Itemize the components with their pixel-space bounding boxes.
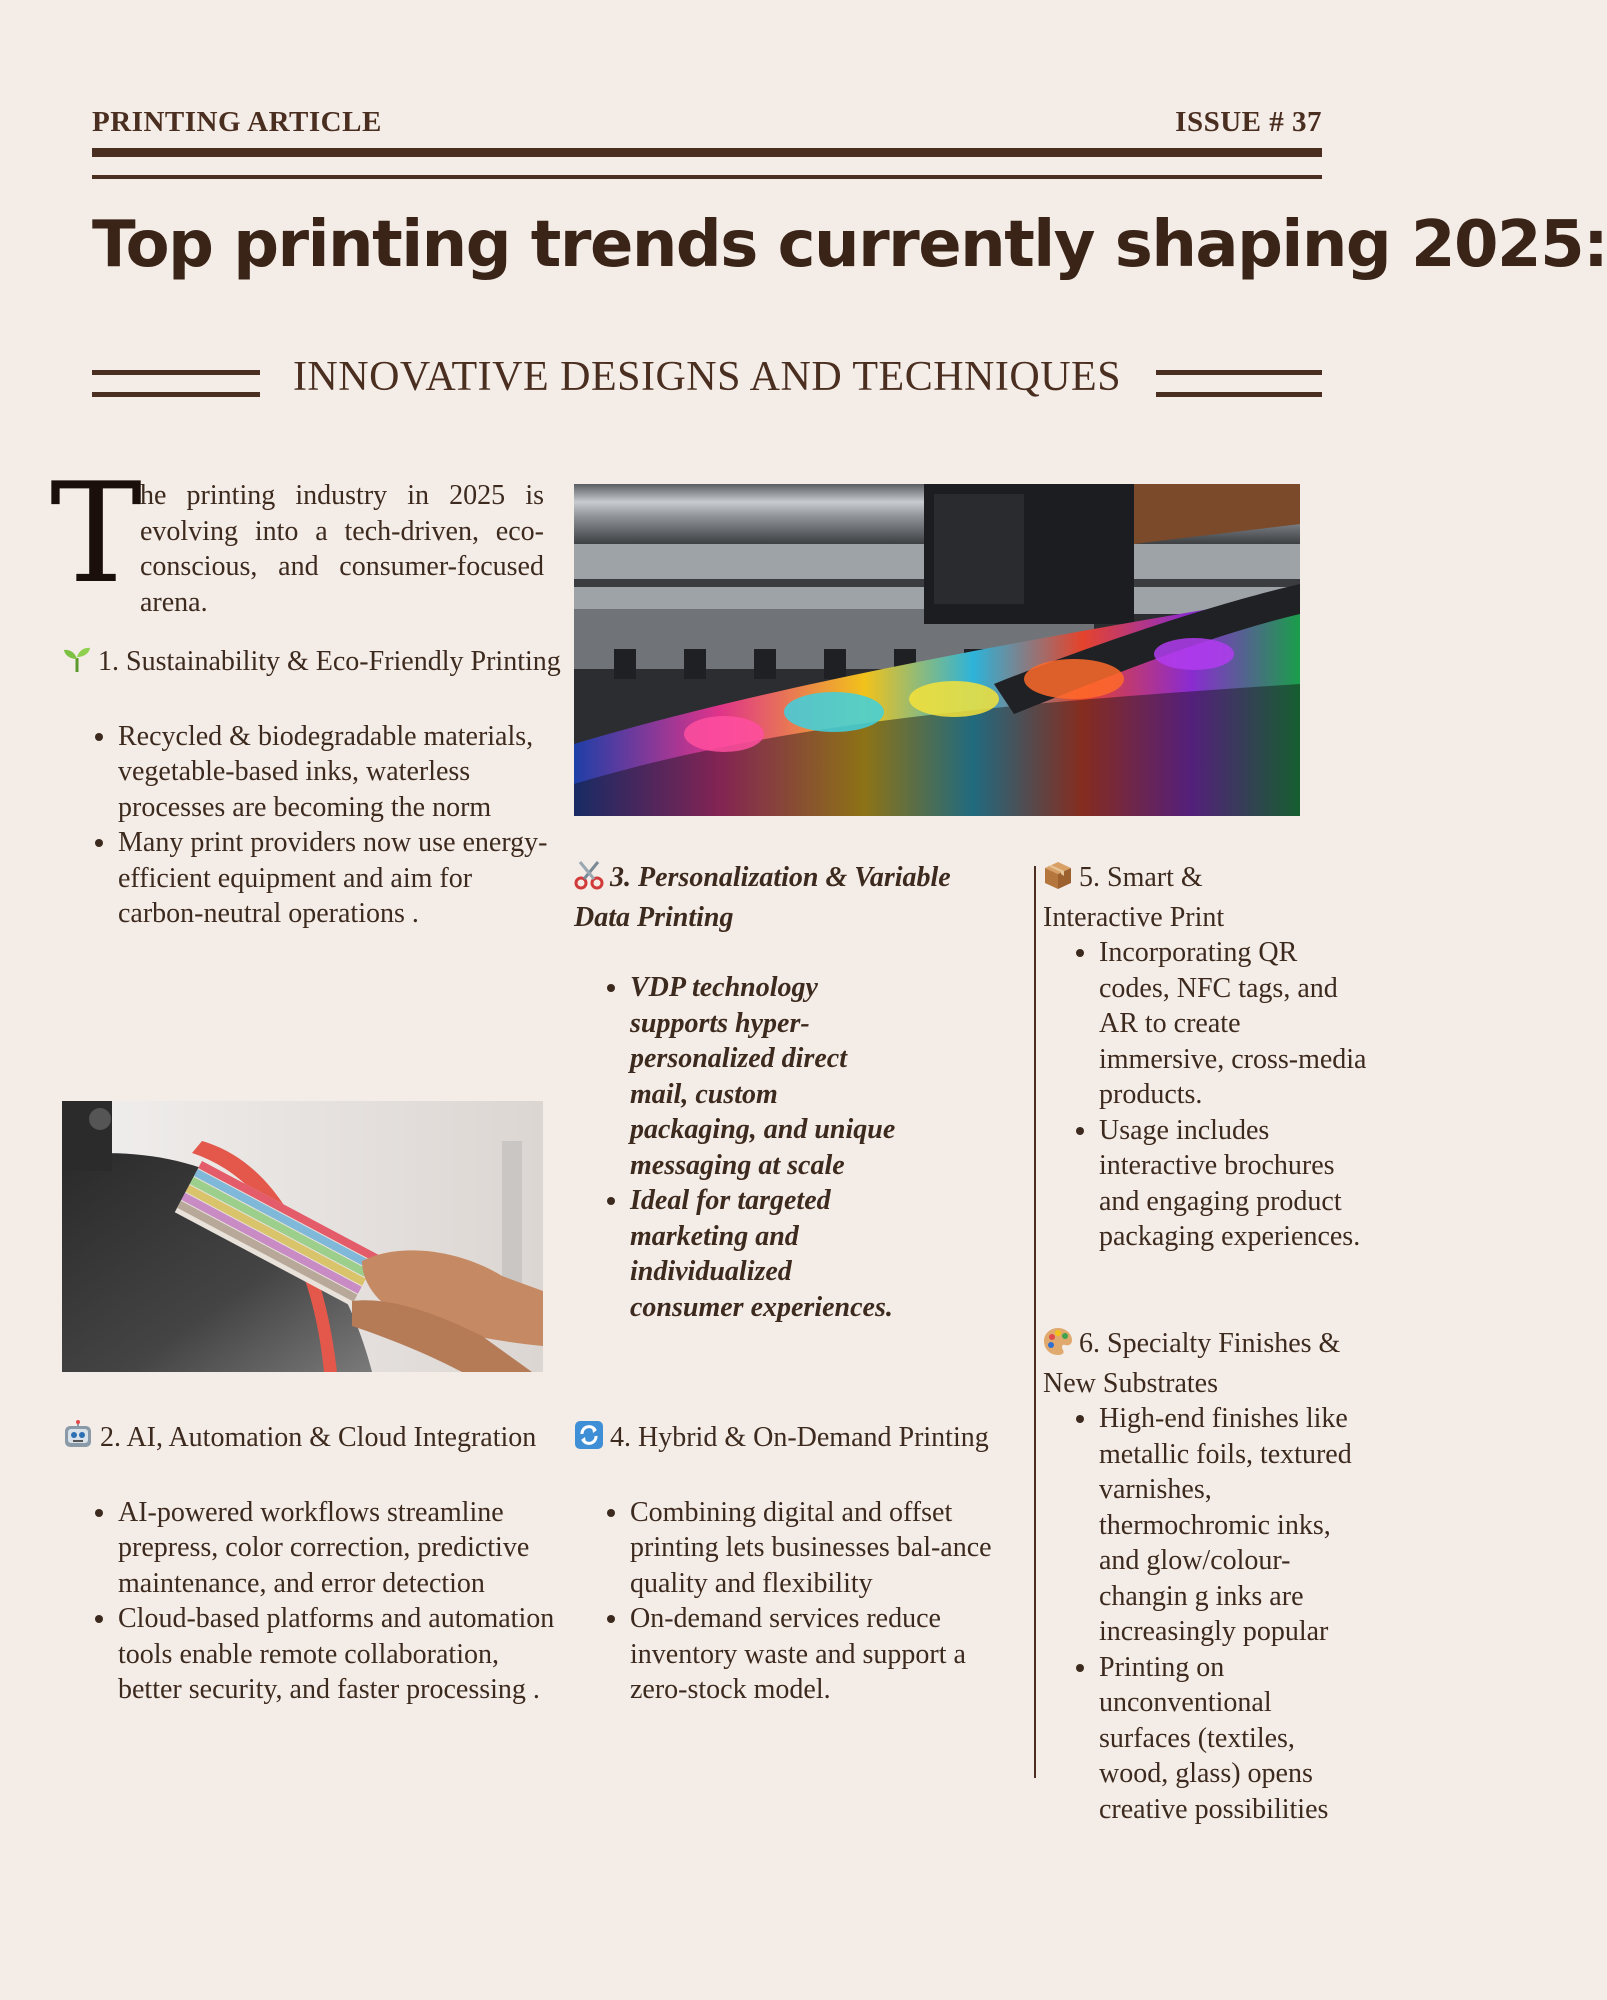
- robot-icon: [62, 1420, 94, 1460]
- list-item: • Ideal for targeted marketing and individualized consumer experiences.: [630, 1183, 910, 1325]
- subtitle-bar-right-bottom: [1156, 392, 1322, 397]
- scissors-icon: [574, 860, 604, 900]
- list-item: • High-end finishes like metallic foils, textured varnishes, thermochromic inks, and glow/colour-changin g inks are increasingly popular: [1099, 1401, 1369, 1650]
- section-heading: 3. Personalization & Variable Data Printing: [574, 862, 951, 933]
- bullet-list: [62, 719, 562, 932]
- article-title: Top printing trends currently shaping 2025:: [92, 208, 1607, 282]
- subtitle-bar-left-bottom: [92, 392, 260, 397]
- subtitle-bar-left-top: [92, 370, 260, 375]
- header-label: PRINTING ARTICLE: [92, 106, 382, 138]
- section-heading: 4. Hybrid & On-Demand Printing: [574, 1420, 1014, 1460]
- bullet-list: [62, 1495, 562, 1708]
- column-divider: [1034, 866, 1036, 1778]
- list-item: • AI-powered workflows streamline prepress, color correction, predictive maintenance, and error detection: [118, 1495, 562, 1602]
- list-item: • Recycled & biodegradable materials, vegetable-based inks, waterless processes are becoming the norm: [118, 719, 562, 826]
- section-personalization: [574, 860, 954, 1325]
- list-item: • Combining digital and offset printing lets businesses bal-ance quality and flexibility: [630, 1495, 1014, 1602]
- section-hybrid: [574, 1420, 1014, 1708]
- package-icon: [1043, 860, 1073, 900]
- header-rule-thick: [92, 148, 1322, 157]
- section-specialty-finishes: [1043, 1326, 1383, 1827]
- list-item: • Usage includes interactive brochures and engaging product packaging experiences.: [1099, 1113, 1369, 1255]
- seedling-icon: [62, 644, 92, 684]
- drop-cap: T: [50, 453, 143, 614]
- list-item: • Printing on unconventional surfaces (textiles, wood, glass) opens creative possibilities: [1099, 1650, 1369, 1828]
- subtitle-bar-right-top: [1156, 370, 1322, 375]
- bullet-list: [574, 1495, 1014, 1708]
- bullet-list: [1043, 935, 1369, 1255]
- color-swatch-photo: [62, 1101, 543, 1372]
- section-heading: 5. Smart & Interactive Print: [1043, 862, 1225, 933]
- section-heading: 6. Specialty Finishes & New Substrates: [1043, 1328, 1341, 1399]
- printer-photo: [574, 484, 1300, 816]
- bullet-list: [1043, 1401, 1369, 1827]
- section-heading: 2. AI, Automation & Cloud Integration: [62, 1420, 562, 1460]
- palette-icon: [1043, 1326, 1073, 1366]
- list-item: • Incorporating QR codes, NFC tags, and AR to create immersive, cross-media products.: [1099, 935, 1369, 1113]
- section-heading: 1. Sustainability & Eco-Friendly Printing: [62, 644, 562, 684]
- list-item: • Cloud-based platforms and automation tools enable remote collaboration, better security, and faster processing .: [118, 1601, 562, 1708]
- bullet-list: [574, 970, 910, 1325]
- issue-number: ISSUE # 37: [1175, 106, 1322, 138]
- refresh-icon: [574, 1420, 604, 1460]
- intro-paragraph: he printing industry in 2025 is evolving into a tech-driven, eco-conscious, and consumer-focused arena.: [140, 480, 544, 618]
- section-sustainability: [62, 644, 562, 932]
- section-ai-automation: [62, 1420, 562, 1708]
- article-subtitle: INNOVATIVE DESIGNS AND TECHNIQUES: [292, 354, 1122, 400]
- section-smart-print: [1043, 860, 1383, 1255]
- list-item: • VDP technology supports hyper-personalized direct mail, custom packaging, and unique messaging at scale: [630, 970, 910, 1183]
- list-item: • On-demand services reduce inventory waste and support a zero-stock model.: [630, 1601, 1014, 1708]
- list-item: • Many print providers now use energy-efficient equipment and aim for carbon-neutral operations .: [118, 825, 562, 932]
- header-rule-thin: [92, 175, 1322, 179]
